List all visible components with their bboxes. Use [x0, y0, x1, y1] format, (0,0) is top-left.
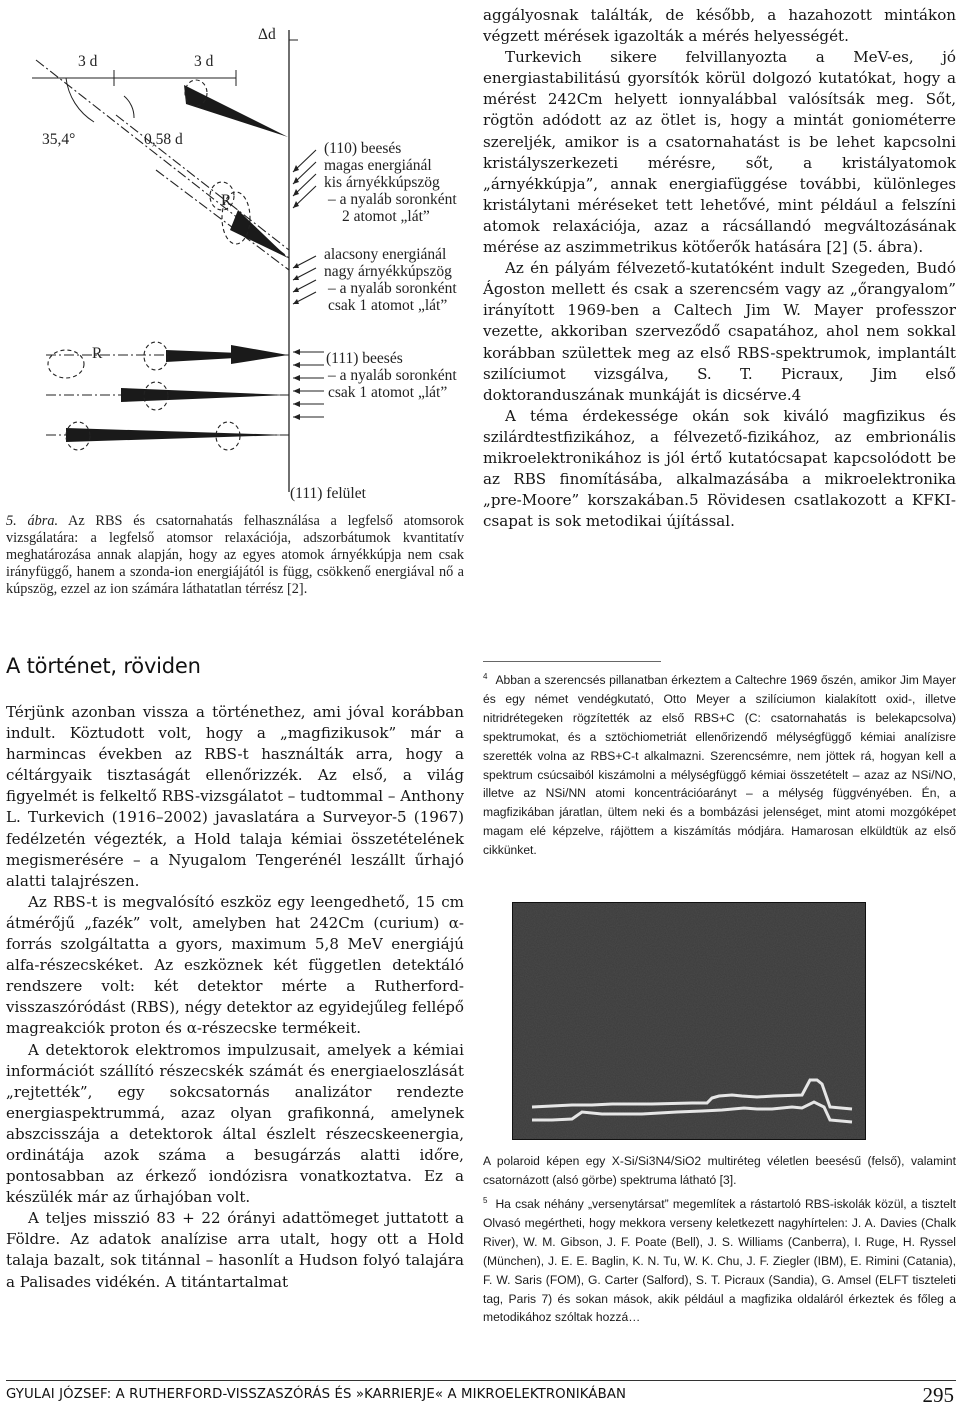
annot-110-low-1: alacsony energiánál [324, 246, 447, 263]
annot-111-title: (111) beesés [326, 350, 403, 367]
footer-rule [6, 1380, 956, 1381]
running-head: GYULAI JÓZSEF: A RUTHERFORD-VISSZASZÓRÁS ÉS »KARRIERJE« A MIKROELEKTRONIKÁBAN [6, 1387, 627, 1402]
page-number: 295 [922, 1383, 954, 1407]
footnote-5-text: Ha csak néhány „versenytársat” megemlítek a rástartoló RBS-iskolák közül, a tisztelt Olvasó megértheti, hogy mekkora verseny keletkezett nagyhírtelen: J. A. Davies (Chalk River), W. M. Gibson, J. F. Poate (Bell), J. S. Williams (Canberra), I. Ruge, H. Ryssel (München), J. E. E. Baglin, K. N. Tu, W. K. Chu, J. F. Ziegler (IBM), E. Rimini (Catania), F. W. Saris (FOM), G. Carter (Salford), S. T. Picraux (Sandia), G. Amsel (ELFT tiszteleti tag, Paris 7) és sokan mások, akik például a magfizika oldaláról érkeztek és főleg a metodikához szóltak hozzá… [483, 1197, 956, 1325]
right-column-body [483, 5, 956, 532]
figure-caption-label: 5. ábra. [6, 513, 59, 529]
section-title: A történet, röviden [6, 654, 201, 678]
annot-111-2: csak 1 atomot „lát” [328, 384, 448, 401]
label-r-upper: R [221, 192, 232, 209]
footnote-5-number: 5 [483, 1196, 488, 1205]
annot-110-high-3: – a nyaláb soronként [328, 191, 457, 208]
annot-110-high-4: 2 atomot „lát” [342, 208, 430, 225]
footnote-5 [483, 1192, 956, 1327]
polaroid-spectrum-photo [512, 902, 866, 1140]
annot-110-high-2: kis árnyékkúpszög [324, 174, 440, 191]
left-column-body [6, 702, 464, 1293]
label-surface: (111) felület [290, 485, 366, 502]
footnote-4-number: 4 [483, 672, 488, 681]
page-footer [6, 1380, 956, 1406]
annot-110-high-1: magas energiánál [324, 157, 432, 174]
paragraph: A detektorok elektromos impulzusait, amelyek a kémiai információt szállító részecskék számát és energiaeloszlását „rejtették”, egy sokcsatornás analizátor rendezte energiaspektrummá, azaz olyan grafikonná, amelynek abszcisszája a detektorok által észlelt részecskeenergia, ordinátája azok száma a besugárzás alatti időre, pontosabban az érkező iondózisra vonatkoztatva. Ez a készülék már az űrhajóban volt. [6, 1040, 464, 1207]
annot-110-low-4: csak 1 atomot „lát” [328, 297, 448, 314]
paragraph: A téma érdekessége okán sok kiváló magfizikus és szilárdtestfizikához, a félvezető-fizikához, az embrionális mikroelektronikához is jól értő kutatócsapat kapcsolódott be az RBS finomításába, alkalmazásába a mikroelektronika „pre-Moore” korszakában.5 Rövidesen csatlakozott a KFKI-csapat is sok metodikai újítással. [483, 406, 956, 531]
paragraph: A teljes misszió 83 + 22 órányi adattömeget juttatott a Földre. Az adatok analízise arra utalt, hogy ott a Hold talaja bazalt, sok titánnal – hasonlít a Hudson folyó talajára a Palisades vidékén. A titántartalmat [6, 1209, 464, 1291]
footnote-4 [483, 668, 956, 860]
paragraph: Turkevich sikere felvillanyozta a MeV-es, jó energiastabilitású gyorsítók körül dolgozó kutatókat, hogy a mérést 242Cm helyett ionnyalábbal valósítsák meg. Sőt, rögtön adódott az az ötlet is, hogy a mintát goniométerre szereljék, amikor is a csatornahatást is be lehet kapcsolni kristályszerkezeti mérésre, sőt, a kristályatomok „árnyékkúpja”, annak energiafüggése további, különleges kristálytani méréseket tett lehetővé, mint például a felszíni atomok relaxációja, azaz a rácsállandó megváltozásának mérése az aszimmetrikus kötőerők hatására [2] (5. ábra). [483, 48, 956, 257]
label-3d-left: 3 d [78, 53, 98, 70]
figure-caption-text: Az RBS és csatornahatás felhasználása a legfelső atomsorok vizsgálatára: a legfelső atomsor relaxációja, adszorbátumok kvantitatív meghatározása annak alapján, hogy az egyes atomok árnyékkúpja nem csak irányfüggő, hanem a szonda-ion energiájától is függ, csökkenő energiával nő a kúpszög, ezzel az ion számára láthatatlan térrész [2]. [6, 513, 465, 598]
annot-110-low-2: nagy árnyékkúpszög [324, 263, 452, 280]
annot-110-title: (110) beesés [324, 140, 402, 157]
annot-110-low-3: – a nyaláb soronként [328, 280, 457, 297]
paragraph: Az RBS-t is megvalósító eszköz egy leengedhető, 15 cm átmérőjű „fazék” volt, amelyben hat 242Cm (curium) α-forrás szolgáltatta a gyors, maximum 5,8 MeV energiájú alfa-részecskéket. Az eszköznek két független detektáló rendszere volt: két detektor mérte a Rutherford-visszaszóródást (RBS), négy detektor az egyidejűleg fellépő magreakciók proton és α-részecske termékeit. [6, 892, 464, 1038]
paragraph: Az én pályám félvezető-kutatóként indult Szegeden, Budó Ágoston mellett és csak a szerencsém vagy az „őrangyalom” irányított 1969-ben a Caltech Jim W. Mayer professzor vezette, akkoriban szerveződő csapatához, ahol nem sokkal korábban születtek meg az első RBS-spektrumok, implantált szilíciumot vizsgálva, S. T. Picraux, Jim első doktoranduszának munkáját is dicsérve.4 [483, 259, 956, 404]
figure-5 [6, 0, 467, 510]
label-3d-right: 3 d [194, 53, 214, 70]
annot-111-1: – a nyaláb soronként [328, 367, 457, 384]
footnote-rule [483, 661, 661, 662]
paragraph: Térjünk azonban vissza a történethez, ami jóval korábban indult. Köztudott volt, hogy a „magfizikusok” már a harmincas években az RBS-t használták arra, hogy a céltárgyaik tisztaságát ellenőrizzék. Az első, a világ figyelmét is felkeltő RBS-vizsgálatot – tudtommal – Anthony L. Turkevich (1916–2002) javaslatára a Surveyor-5 (1967) fedélzetén végezték, a Hold talaja kémiai összetételének megismerésére – a Nyugalom Tengerénél leszállt űrhajó alatti talajrészen. [6, 703, 464, 890]
figure-caption [6, 513, 464, 598]
footnote-4-text: Abban a szerencsés pillanatban érkeztem a Caltechre 1969 őszén, amikor Jim Mayer és egy német vendégkutató, Otto Meyer a szilíciumon kialakított oxid-, illetve nitridrétegeken rögzítették az első RBS+C (C: csatornahatás is belekapcsolva) spektrumokat, és a sztöchiometriát ellenőrizendő mélységfüggő kémiai analízisre szerették volna az RBS+C-t alkalmazni. Szerencsémre, nem jöttek rá, hogyan kell a spektrum csúcsaiból kiszámolni a mélységfüggő kémiai összetételt – azaz az NSi/NO, illetve az NSi/NN atomi koncentrációarányt – a mélység függvényében. Én, a magfizikában járatlan, ültem neki és a bombázási jelenséget, mint atomi mozgóképet magam elé képzelve, rájöttem a kiszámítás módjára. Hamarosan elküldtük az első cikkünket. [483, 673, 956, 858]
label-ratio: 0,58 d [144, 131, 183, 148]
photo-caption: A polaroid képen egy X-Si/Si3N4/SiO2 multiréteg véletlen beesésű (felső), valamint csatornázott (alsó görbe) spektruma látható [3]. [483, 1154, 956, 1187]
paragraph: aggályosnak találták, de később, a hazahozott mintákon végzett mérések igazolták a mérés helyességét. [483, 6, 956, 46]
label-r-lower: R [92, 345, 103, 362]
label-angle: 35,4° [42, 131, 76, 148]
label-delta-d: Δd [258, 26, 276, 43]
